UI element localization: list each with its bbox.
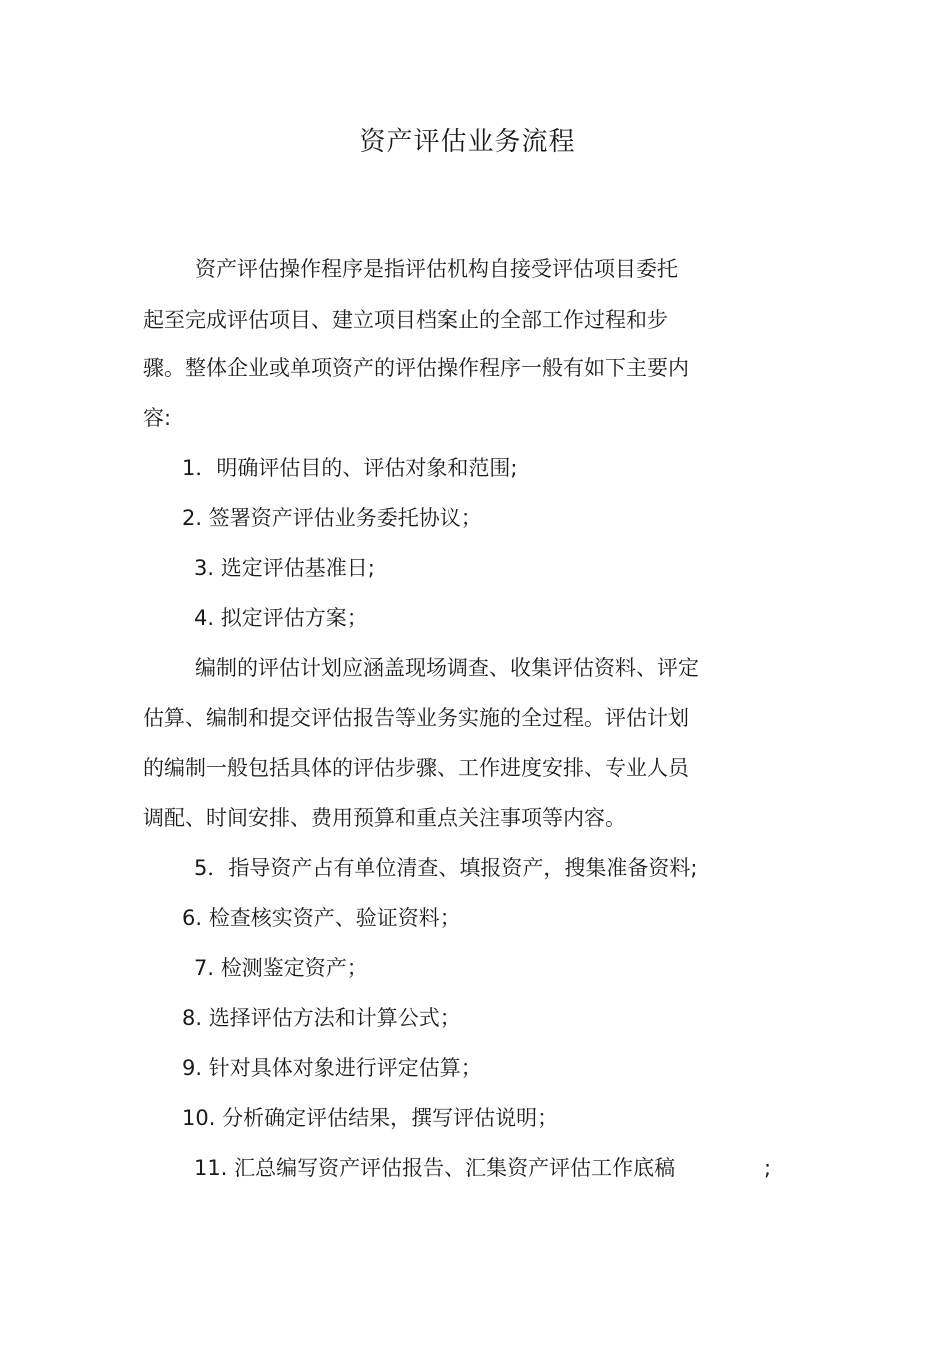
plan-line-4: 调配、时间安排、费用预算和重点关注事项等内容。 [143,806,626,830]
list-item-step-8: 8. 选择评估方法和计算公式； [182,1006,461,1030]
intro-line-4: 容: [143,406,172,430]
plan-line-3: 的编制一般包括具体的评估步骤、工作进度安排、专业人员 [143,756,689,780]
list-item-step-9: 9. 针对具体对象进行评定估算； [182,1056,482,1080]
plan-line-2: 估算、编制和提交评估报告等业务实施的全过程。评估计划 [143,706,689,730]
intro-line-3: 骤。整体企业或单项资产的评估操作程序一般有如下主要内 [143,356,689,380]
list-item-step-4: 4. 拟定评估方案； [194,606,368,630]
list-item-step-1: 1．明确评估目的、评估对象和范围; [182,456,518,480]
document-title: 资产评估业务流程 [359,127,576,157]
list-item-step-6: 6. 检查核实资产、验证资料； [182,906,461,930]
list-item-step-5: 5．指导资产占有单位清查、填报资产，搜集准备资料; [194,856,698,880]
list-item-step-10: 10. 分析确定评估结果，撰写评估说明； [182,1106,559,1130]
plan-line-1: 编制的评估计划应涵盖现场调查、收集评估资料、评定 [195,656,699,680]
list-item-step-3: 3. 选定评估基准日; [194,556,375,580]
list-item-step-2: 2. 签署资产评估业务委托协议； [182,506,482,530]
list-item-step-11-tail: ; [764,1156,772,1180]
list-item-step-7: 7. 检测鉴定资产； [194,956,368,980]
intro-line-2: 起至完成评估项目、建立项目档案止的全部工作过程和步 [143,308,668,332]
list-item-step-11: 11. 汇总编写资产评估报告、汇集资产评估工作底稿 [194,1156,676,1180]
intro-line-1: 资产评估操作程序是指评估机构自接受评估项目委托 [195,257,678,281]
